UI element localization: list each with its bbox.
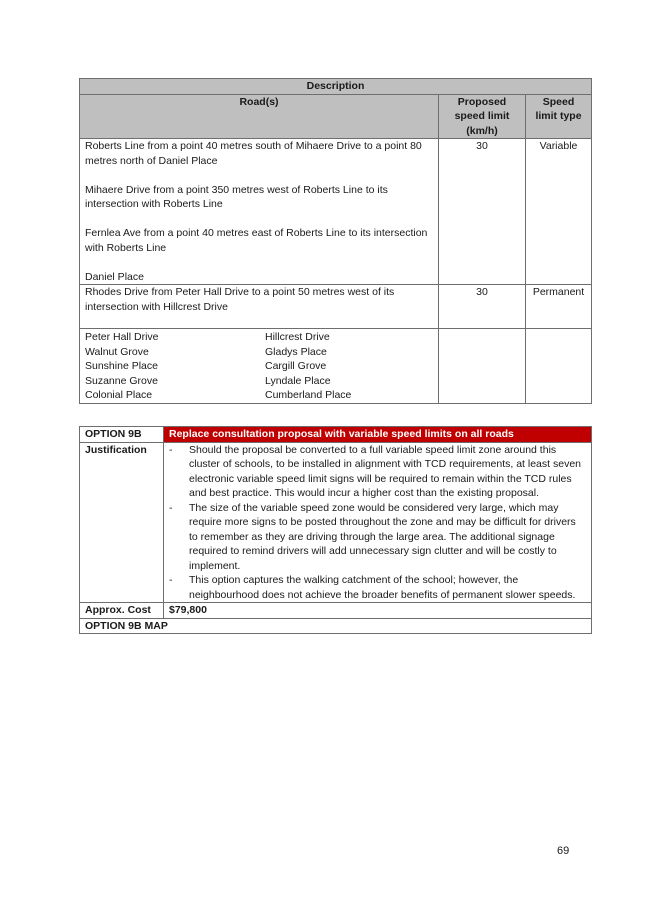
limit-type: Variable [526, 139, 592, 285]
road-list [85, 330, 433, 403]
list-item: Hillcrest Drive [265, 331, 330, 343]
list-item: Walnut Grove [85, 345, 149, 358]
table-row [80, 139, 592, 285]
list-item: Suzanne Grove [85, 374, 158, 387]
cost-label: Approx. Cost [80, 603, 164, 619]
justification-cell [164, 442, 592, 603]
table-row [80, 285, 592, 329]
option-label: OPTION 9B [80, 427, 164, 443]
speed-value: 30 [439, 139, 526, 285]
list-item: Sunshine Place [85, 360, 158, 372]
header-limit-type: Speed limit type [526, 94, 592, 139]
cost-value: $79,800 [164, 603, 592, 619]
empty-cell [526, 329, 592, 404]
list-item: Cargill Grove [265, 360, 327, 372]
justification-list [165, 443, 586, 603]
header-roads: Road(s) [80, 94, 439, 139]
table-row [80, 329, 592, 404]
list-item: Peter Hall Drive [85, 331, 159, 343]
header-description: Description [80, 79, 592, 95]
road-description: Mihaere Drive from a point 350 metres west of Roberts Line to its intersection with Roberts Line [85, 183, 388, 210]
speed-value: 30 [439, 285, 526, 329]
road-description: Fernlea Ave from a point 40 metres east of Roberts Line to its intersection with Roberts Line [85, 227, 428, 254]
list-item: Cumberland Place [265, 389, 352, 401]
map-label: OPTION 9B MAP [80, 618, 592, 634]
option-table [79, 426, 592, 634]
list-item: - This option captures the walking catchment of the school; however, the neighbourhood does not achieve the broader benefits of permanent slower speeds. [165, 573, 586, 602]
road-description: Roberts Line from a point 40 metres south of Mihaere Drive to a point 80 metres north of Daniel Place [85, 140, 422, 167]
road-description: Daniel Place [85, 270, 144, 283]
list-item: Colonial Place [85, 389, 153, 401]
roads-cell [80, 139, 439, 285]
justification-label: Justification [80, 442, 164, 603]
header-proposed-speed: Proposed speed limit (km/h) [439, 94, 526, 139]
page-number: 69 [557, 845, 570, 857]
list-item: - Should the proposal be converted to a full variable speed limit zone around this cluster of schools, to be installed in alignment with TCD requirements, at least seven electronic variable speed limit signs will be required to remain within the TCD rules and best practice. This would incur a higher cost than the existing proposal. [165, 443, 586, 501]
empty-cell [439, 329, 526, 404]
list-item: - The size of the variable speed zone would be considered very large, which may require more signs to be posted throughout the zone and may be difficult for drivers to remember as they are driving through the large area. The additional signage required to remind drivers will add unnecessary sign clutter and will be costly to implement. [165, 501, 586, 574]
option-title: Replace consultation proposal with variable speed limits on all roads [164, 427, 592, 443]
list-item: Gladys Place [265, 345, 327, 358]
speed-limit-table [79, 78, 592, 404]
limit-type: Permanent [526, 285, 592, 329]
list-item: Lyndale Place [265, 374, 331, 387]
roads-cell: Rhodes Drive from Peter Hall Drive to a point 50 metres west of its intersection with Hillcrest Drive [80, 285, 439, 329]
road-list-cell [80, 329, 439, 404]
